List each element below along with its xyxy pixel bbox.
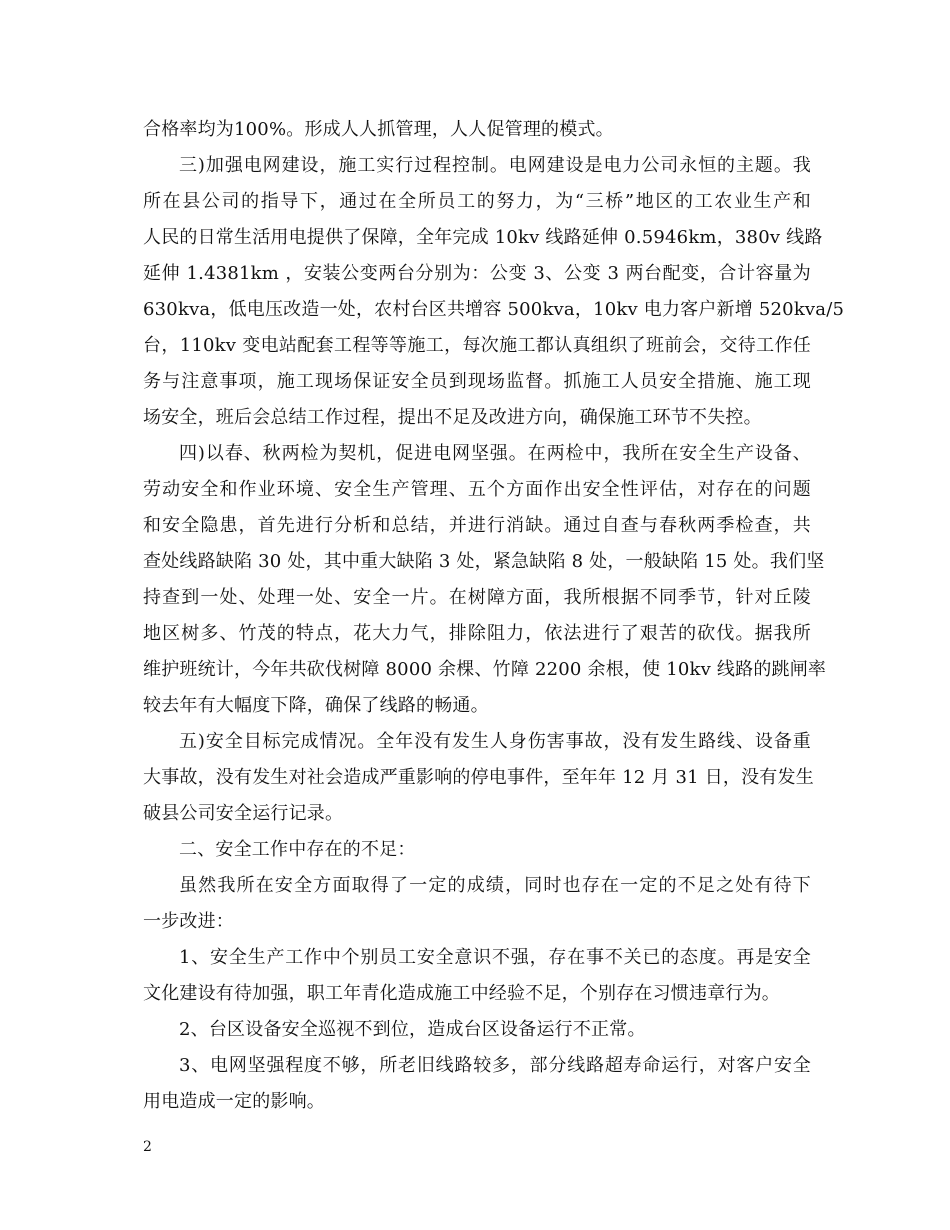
text-line: 地区树多、竹茂的特点，花大力气，排除阻力，依法进行了艰苦的砍伐。据我所 — [143, 623, 811, 644]
text-line: 三)加强电网建设，施工实行过程控制。电网建设是电力公司永恒的主题。我 — [179, 155, 811, 176]
text-line: 破县公司安全运行记录。 — [143, 803, 344, 824]
text-line: 务与注意事项，施工现场保证安全员到现场监督。抓施工人员安全措施、施工现 — [143, 371, 811, 392]
text-line: 2、台区设备安全巡视不到位，造成台区设备运行不正常。 — [179, 1019, 646, 1040]
text-line: 虽然我所在安全方面取得了一定的成绩，同时也存在一定的不足之处有待下 — [179, 875, 811, 896]
text-line: 较去年有大幅度下降，确保了线路的畅通。 — [143, 695, 489, 716]
text-line: 查处线路缺陷 30 处，其中重大缺陷 3 处，紧急缺陷 8 处，一般缺陷 15 处。我们坚 — [143, 551, 825, 572]
body-text — [143, 112, 845, 1120]
text-line: 所在县公司的指导下，通过在全所员工的努力，为“三桥”地区的工农业生产和 — [143, 191, 811, 212]
text-line: 3、电网坚强程度不够，所老旧线路较多，部分线路超寿命运行，对客户安全 — [179, 1055, 811, 1076]
text-line: 一步改进： — [143, 911, 234, 932]
text-line: 维护班统计，今年共砍伐树障 8000 余棵、竹障 2200 余根，使 10kv 线路的跳闸率 — [143, 659, 827, 680]
text-line: 合格率均为100%。形成人人抓管理，人人促管理的模式。 — [143, 119, 614, 140]
text-line: 和安全隐患，首先进行分析和总结，并进行消缺。通过自查与春秋两季检查，共 — [143, 515, 811, 536]
text-line: 大事故，没有发生对社会造成严重影响的停电事件，至年年 12 月 31 日，没有发生 — [143, 767, 814, 788]
text-line: 用电造成一定的影响。 — [143, 1091, 325, 1112]
text-line: 1、安全生产工作中个别员工安全意识不强，存在事不关已的态度。再是安全 — [179, 947, 811, 968]
text-line: 持查到一处、处理一处、安全一片。在树障方面，我所根据不同季节，针对丘陵 — [143, 587, 811, 608]
text-line: 场安全，班后会总结工作过程，提出不足及改进方向，确保施工环节不失控。 — [143, 407, 762, 428]
text-line: 劳动安全和作业环境、安全生产管理、五个方面作出安全性评估，对存在的问题 — [143, 479, 811, 500]
page-number: 2 — [143, 1139, 152, 1155]
text-line: 四)以春、秋两检为契机，促进电网坚强。在两检中，我所在安全生产设备、 — [179, 443, 811, 464]
text-line: 台，110kv 变电站配套工程等等施工，每次施工都认真组织了班前会，交待工作任 — [143, 335, 811, 356]
text-line: 人民的日常生活用电提供了保障，全年完成 10kv 线路延伸 0.5946km，380v 线路 — [143, 227, 823, 248]
text-line: 630kva，低电压改造一处，农村台区共增容 500kva，10kv 电力客户新增 520kva/5 — [143, 299, 845, 320]
text-line: 文化建设有待加强，职工年青化造成施工中经验不足，个别存在习惯违章行为。 — [143, 983, 780, 1004]
section-heading: 二、安全工作中存在的不足： — [179, 839, 416, 860]
text-line: 五)安全目标完成情况。全年没有发生人身伤害事故，没有发生路线、设备重 — [179, 731, 811, 752]
text-line: 延伸 1.4381km ，安装公变两台分别为：公变 3、公变 3 两台配变，合计容量为 — [143, 263, 811, 284]
